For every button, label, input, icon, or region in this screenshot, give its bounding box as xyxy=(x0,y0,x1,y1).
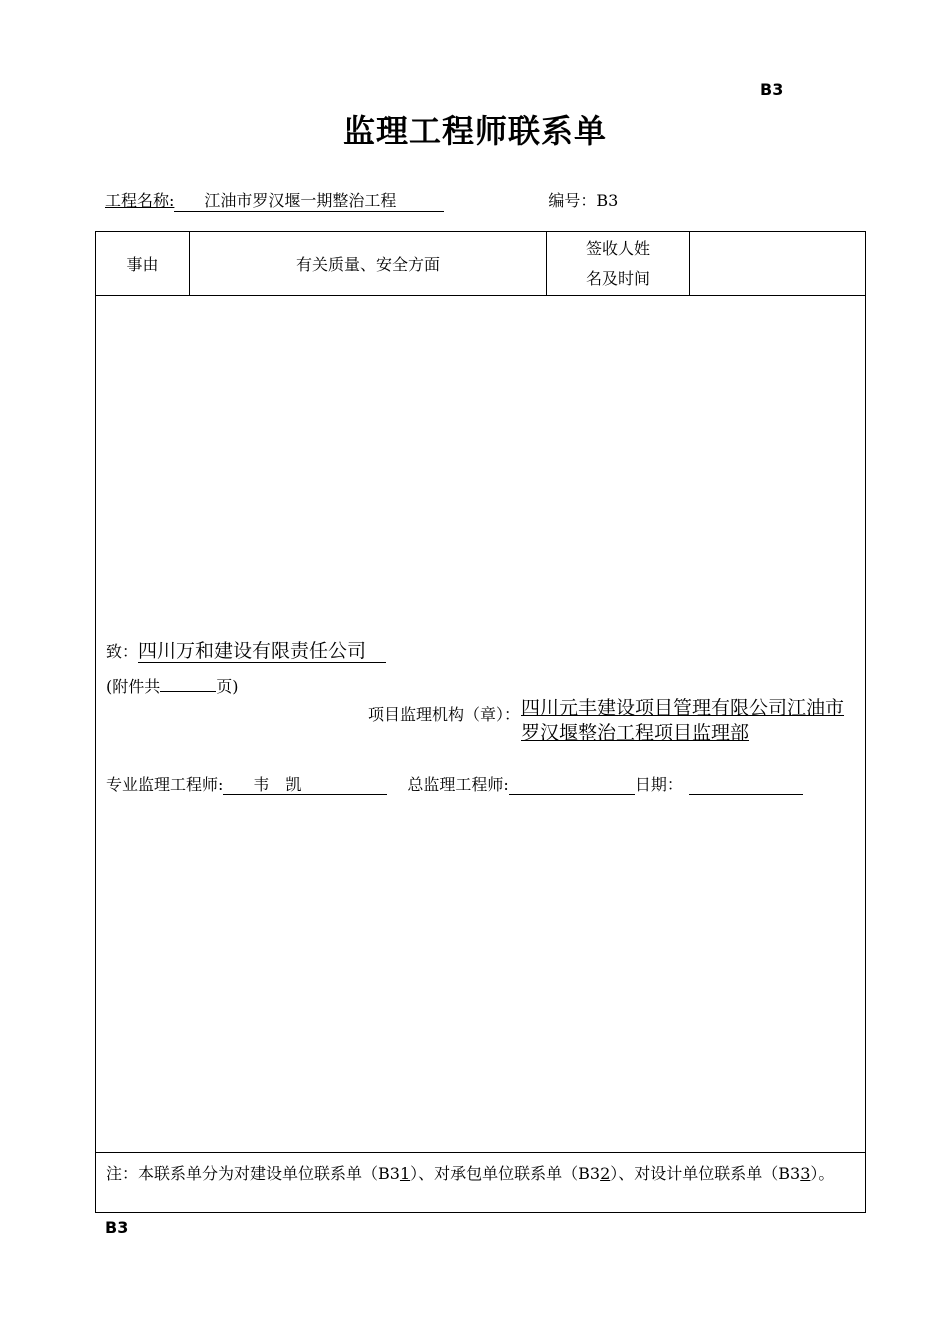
subject-value: 有关质量、安全方面 xyxy=(190,232,547,295)
page-title: 监理工程师联系单 xyxy=(342,112,607,150)
form-number: 编号：B3 xyxy=(548,191,619,210)
attachment-count-blank xyxy=(160,675,216,692)
form-code-top: B3 xyxy=(760,80,784,99)
supervision-org-value: 四川元丰建设项目管理有限公司江油市罗汉堰整治工程项目监理部 xyxy=(521,697,845,744)
recipient-label: 致： xyxy=(106,642,139,661)
date-label: 日期： xyxy=(634,775,683,794)
note-number-2: 2 xyxy=(600,1164,611,1183)
recipient-value: 四川万和建设有限责任公司 xyxy=(138,640,386,663)
form-code-bottom: B3 xyxy=(105,1218,129,1237)
engineer-label: 专业监理工程师: xyxy=(106,775,224,794)
signee-label-line1: 签收人姓 xyxy=(585,238,650,258)
recipient-line xyxy=(106,636,386,663)
chief-engineer-value xyxy=(509,774,635,795)
signee-value xyxy=(690,232,865,295)
date-value xyxy=(689,774,803,795)
note-number-3: 3 xyxy=(800,1164,811,1183)
subject-label: 事由 xyxy=(96,232,190,295)
attachment-line xyxy=(106,674,239,697)
signee-label-line2: 名及时间 xyxy=(585,268,650,288)
attachment-suffix: 页) xyxy=(216,677,239,696)
note-suffix: ）。 xyxy=(810,1164,835,1183)
signature-row xyxy=(106,772,803,795)
note-number-1: 1 xyxy=(399,1164,411,1183)
signee-label xyxy=(547,232,690,295)
engineer-value: 韦 凯 xyxy=(223,775,387,795)
contact-form-table xyxy=(95,231,866,1213)
footnote xyxy=(96,1152,865,1213)
project-line xyxy=(105,188,618,212)
note-mid-1: ）、对承包单位联系单（B3 xyxy=(410,1164,601,1183)
project-name-value: 江油市罗汉堰一期整治工程 xyxy=(174,191,444,212)
header-row xyxy=(96,232,865,296)
note-prefix: 注：本联系单分为对建设单位联系单（B3 xyxy=(106,1164,400,1183)
supervision-org-label: 项目监理机构（章）： xyxy=(368,705,521,724)
note-mid-2: ）、对设计单位联系单（B3 xyxy=(610,1164,801,1183)
attachment-prefix: (附件共 xyxy=(106,677,161,696)
chief-engineer-label: 总监理工程师: xyxy=(407,775,509,794)
project-name-label: 工程名称: xyxy=(105,191,175,210)
